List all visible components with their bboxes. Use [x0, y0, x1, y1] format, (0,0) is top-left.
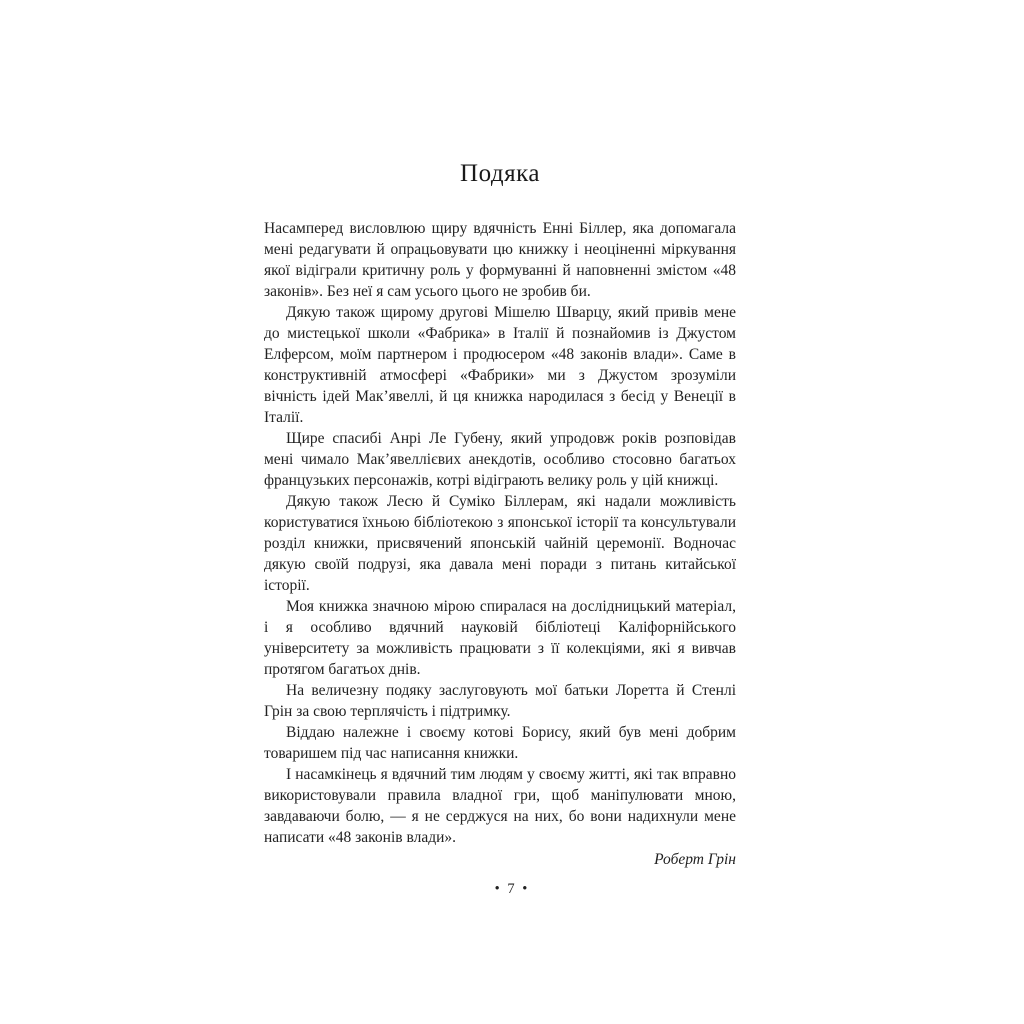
paragraph: Насамперед висловлюю щиру вдячність Енні Біллер, яка допомагала мені редагувати й опрацьовувати цю книжку і неоціненні міркування якої відіграли критичну роль у формуванні й наповненні змістом «48 законів». Без неї я сам усього цього не зробив би.: [264, 220, 736, 300]
body-text: [264, 218, 736, 848]
text-block: [264, 160, 736, 870]
paragraph: Віддаю належне і своєму котові Борису, який був мені добрим товаришем під час написання книжки.: [264, 724, 736, 762]
page-number: • 7 •: [494, 881, 530, 897]
paragraph: І насамкінець я вдячний тим людям у своєму житті, які так вправно використовували правила владної гри, щоб маніпулювати мною, завдаваючи болю, — я не серджуся на них, бо вони надихнули мене написати «48 законів влади».: [264, 766, 736, 846]
paragraph: Щире спасибі Анрі Ле Губену, який упродовж років розповідав мені чимало Мак’явеллієвих анекдотів, особливо стосовно багатьох французьких персонажів, котрі відіграють велику роль у цій книжці.: [264, 430, 736, 489]
author-signature: Роберт Грін: [654, 851, 736, 868]
paragraph: Дякую також Лесю й Суміко Біллерам, які надали можливість користуватися їхньою бібліотекою з японської історії та консультували розділ книжки, присвячений японській чайній церемонії. Водночас дякую своїй подрузі, яка давала мені поради з питань китайської історії.: [264, 493, 736, 594]
chapter-title: Подяка: [460, 160, 540, 187]
paragraph: На величезну подяку заслуговують мої батьки Лоретта й Стенлі Грін за свою терплячість і підтримку.: [264, 682, 736, 720]
paragraph: Моя книжка значною мірою спиралася на дослідницький матеріал, і я особливо вдячний науковій бібліотеці Каліфорнійського університету за можливість працювати з її колекціями, які я вивчав протягом багатьох днів.: [264, 598, 736, 678]
paragraph: Дякую також щирому другові Мішелю Шварцу, який привів мене до мистецької школи «Фабрика» в Італії й познайомив із Джустом Елферсом, моїм партнером і продюсером «48 законів влади». Саме в конструктивній атмосфері «Фабрики» ми з Джустом зрозуміли вічність ідей Мак’явеллі, й ця книжка народилася з бесід у Венеції в Італії.: [264, 304, 736, 426]
